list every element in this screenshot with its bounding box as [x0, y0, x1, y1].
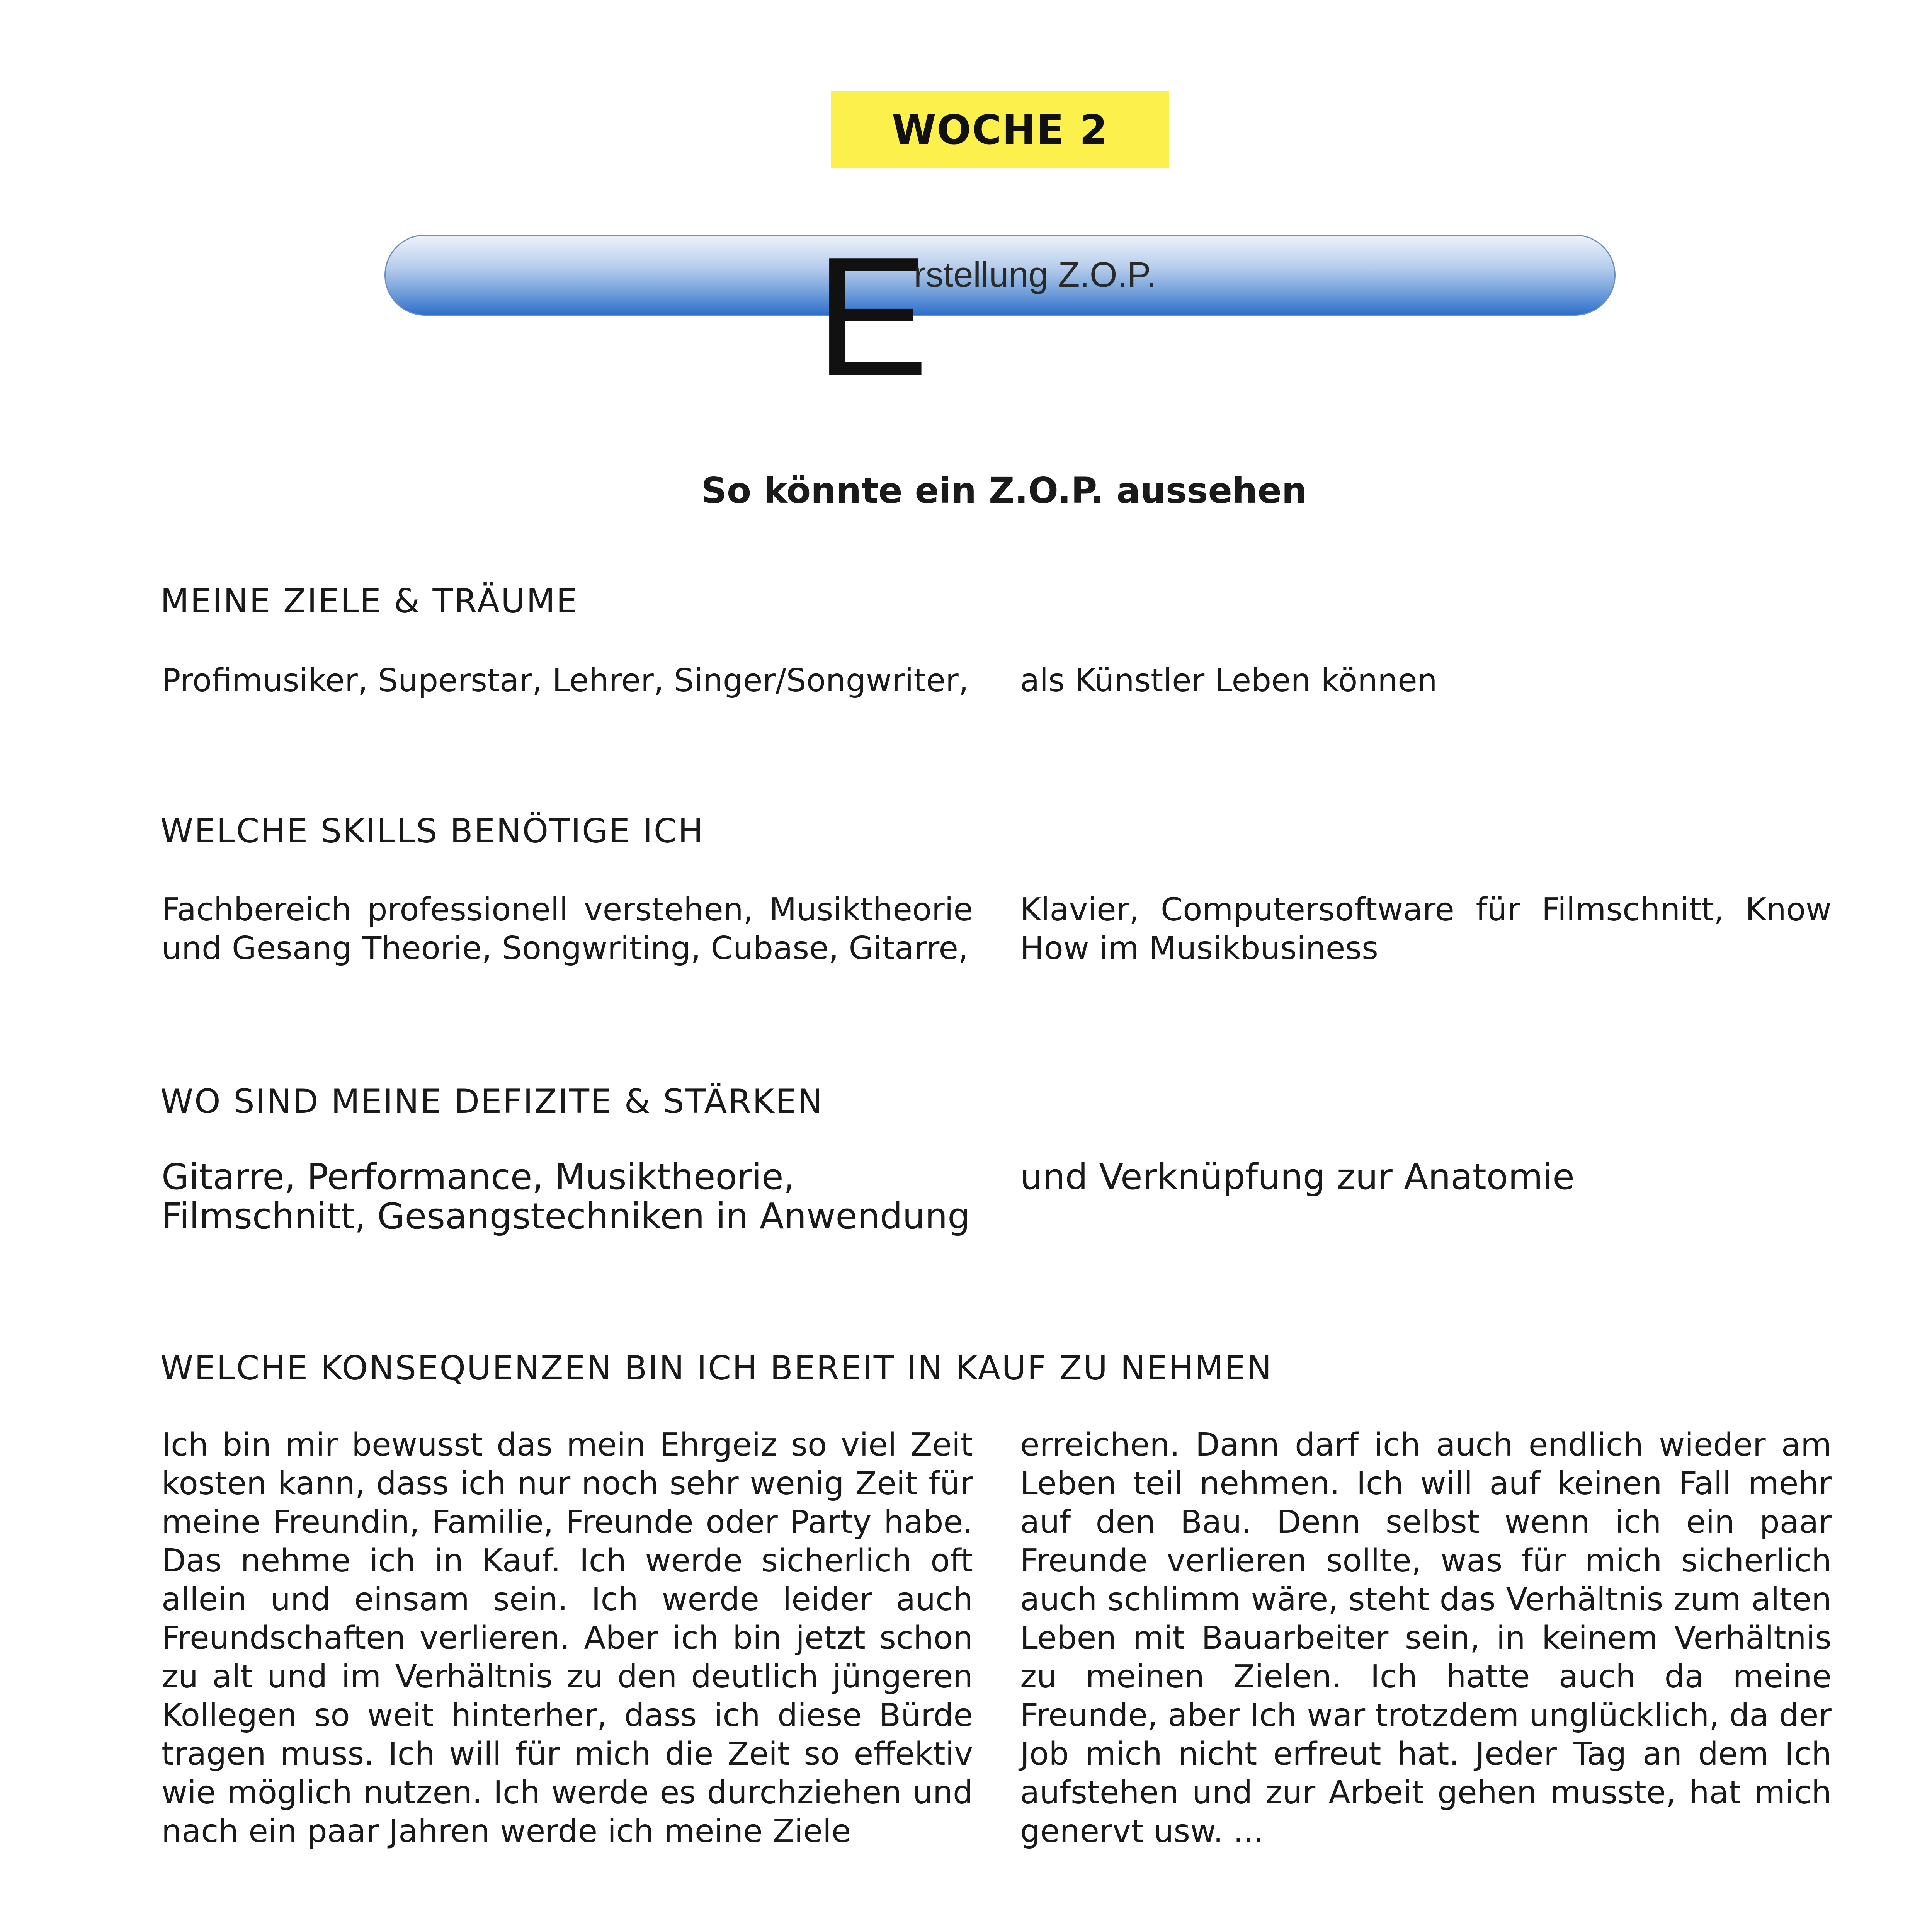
deficits-text-left: Gitarre, Performance, Musiktheorie, Filmschnitt, Gesangstechniken in Anwendung [162, 1156, 970, 1237]
deficits-text-right: und Verknüpfung zur Anatomie [1020, 1156, 1575, 1197]
goals-text-right: als Künstler Leben können [1020, 662, 1437, 699]
page-subtitle: So könnte ein Z.O.P. aussehen [701, 470, 1307, 511]
section-heading-consequences: WELCHE KONSEQUENZEN BIN ICH BEREIT IN KAUF ZU NEHMEN [160, 1349, 1273, 1388]
skills-text-left: Fachbereich professionell verstehen, Musiktheorie und Gesang Theorie, Songwriting, Cubase, Gitarre, [162, 891, 973, 967]
section-heading-goals: MEINE ZIELE & TRÄUME [160, 582, 578, 621]
week-label: WOCHE 2 [891, 106, 1109, 153]
consequences-text-right: erreichen. Dann darf ich auch endlich wieder am Leben teil nehmen. Ich will auf keinen Fall mehr auf den Bau. Denn selbst wenn ich ein paar Freunde verlieren sollte, was für mich sicherlich auch schlimm wäre, steht das Verhältnis zum alten Leben mit Bauarbeiter sein, in keinem Verhältnis zu meinen Zielen. Ich hatte auch da meine Freunde, aber Ich war trotzdem unglücklich, da der Job mich nicht erfreut hat. Jeder Tag an dem Ich aufstehen und zur Arbeit gehen musste, hat mich genervt usw. ... [1020, 1427, 1832, 1850]
banner-initial: E [815, 222, 929, 412]
section-heading-deficits: WO SIND MEINE DEFIZITE & STÄRKEN [160, 1082, 824, 1121]
consequences-text-left: Ich bin mir bewusst das mein Ehrgeiz so viel Zeit kosten kann, dass ich nur noch sehr wenig Zeit für meine Freundin, Familie, Freunde oder Party habe. Das nehme ich in Kauf. Ich werde sicherlich oft allein und einsam sein. Ich werde leider auch Freundschaften verlieren. Aber ich bin jetzt schon zu alt und im Verhältnis zu den deutlich jüngeren Kollegen so weit hinterher, dass ich diese Bürde tragen muss. Ich will für mich die Zeit so effektiv wie möglich nutzen. Ich werde es durchziehen und nach ein paar Jahren werde ich meine Ziele [162, 1427, 973, 1850]
section-heading-skills: WELCHE SKILLS BENÖTIGE ICH [160, 812, 704, 850]
week-badge [831, 91, 1169, 168]
goals-text-left: Profimusiker, Superstar, Lehrer, Singer/Songwriter, [162, 662, 969, 699]
skills-text-right: Klavier, Computersoftware für Filmschnitt, Know How im Musikbusiness [1020, 891, 1832, 967]
banner-title: rstellung Z.O.P. [914, 255, 1156, 294]
